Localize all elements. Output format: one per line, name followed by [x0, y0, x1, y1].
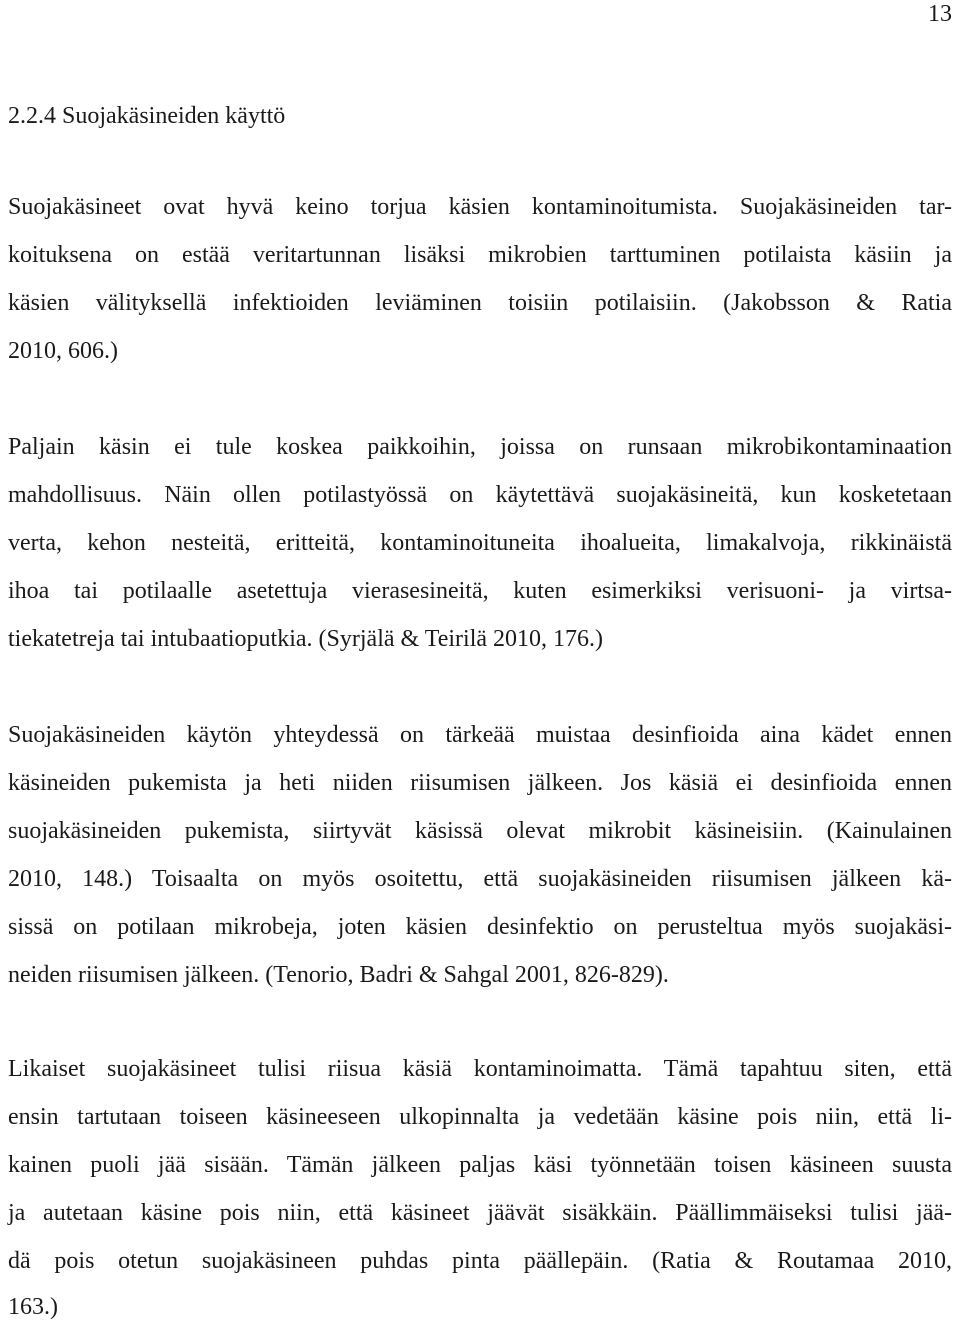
paragraph-1-line-4: 2010, 606.): [8, 338, 118, 364]
paragraph-4-line-4: ja autetaan käsine pois niin, että käsineet jäävät sisäkkäin. Päällimmäiseksi tulisi jää-: [8, 1200, 952, 1226]
paragraph-3-line-6: neiden riisumisen jälkeen. (Tenorio, Badri & Sahgal 2001, 826-829).: [8, 962, 669, 988]
paragraph-1-line-2: koituksena on estää veritartunnan lisäksi mikrobien tarttuminen potilaista käsiin ja: [8, 242, 952, 268]
paragraph-3-line-3: suojakäsineiden pukemista, siirtyvät käsissä olevat mikrobit käsineisiin. (Kainulainen: [8, 818, 952, 844]
paragraph-2-line-2: mahdollisuus. Näin ollen potilastyössä on käytettävä suojakäsineitä, kun kosketetaan: [8, 482, 952, 508]
paragraph-3-line-4: 2010, 148.) Toisaalta on myös osoitettu, että suojakäsineiden riisumisen jälkeen kä-: [8, 866, 952, 892]
paragraph-4-line-5: dä pois otetun suojakäsineen puhdas pinta päällepäin. (Ratia & Routamaa 2010,: [8, 1248, 952, 1274]
paragraph-4-line-1: Likaiset suojakäsineet tulisi riisua käsiä kontaminoimatta. Tämä tapahtuu siten, että: [8, 1056, 952, 1082]
paragraph-3-line-1: Suojakäsineiden käytön yhteydessä on tärkeää muistaa desinfioida aina kädet ennen: [8, 722, 952, 748]
paragraph-4-line-2: ensin tartutaan toiseen käsineeseen ulkopinnalta ja vedetään käsine pois niin, että li-: [8, 1104, 952, 1130]
paragraph-4-line-6: 163.): [8, 1294, 58, 1320]
paragraph-2-line-1: Paljain käsin ei tule koskea paikkoihin, joissa on runsaan mikrobikontaminaation: [8, 434, 952, 460]
paragraph-2-line-3: verta, kehon nesteitä, eritteitä, kontaminoituneita ihoalueita, limakalvoja, rikkinäistä: [8, 530, 952, 556]
paragraph-2-line-5: tiekatetreja tai intubaatioputkia. (Syrjälä & Teirilä 2010, 176.): [8, 626, 604, 652]
paragraph-1-line-1: Suojakäsineet ovat hyvä keino torjua käsien kontaminoitumista. Suojakäsineiden tar-: [8, 194, 952, 220]
section-heading: 2.2.4 Suojakäsineiden käyttö: [8, 103, 286, 129]
page-number: 13: [928, 1, 952, 27]
paragraph-1-line-3: käsien välityksellä infektioiden leviäminen toisiin potilaisiin. (Jakobsson & Ratia: [8, 290, 952, 316]
paragraph-3-line-2: käsineiden pukemista ja heti niiden riisumisen jälkeen. Jos käsiä ei desinfioida ennen: [8, 770, 952, 796]
paragraph-2-line-4: ihoa tai potilaalle asetettuja vierasesineitä, kuten esimerkiksi verisuoni- ja virtsa-: [8, 578, 952, 604]
paragraph-3-line-5: sissä on potilaan mikrobeja, joten käsien desinfektio on perusteltua myös suojakäsi-: [8, 914, 952, 940]
paragraph-4-line-3: kainen puoli jää sisään. Tämän jälkeen paljas käsi työnnetään toisen käsineen suusta: [8, 1152, 952, 1178]
